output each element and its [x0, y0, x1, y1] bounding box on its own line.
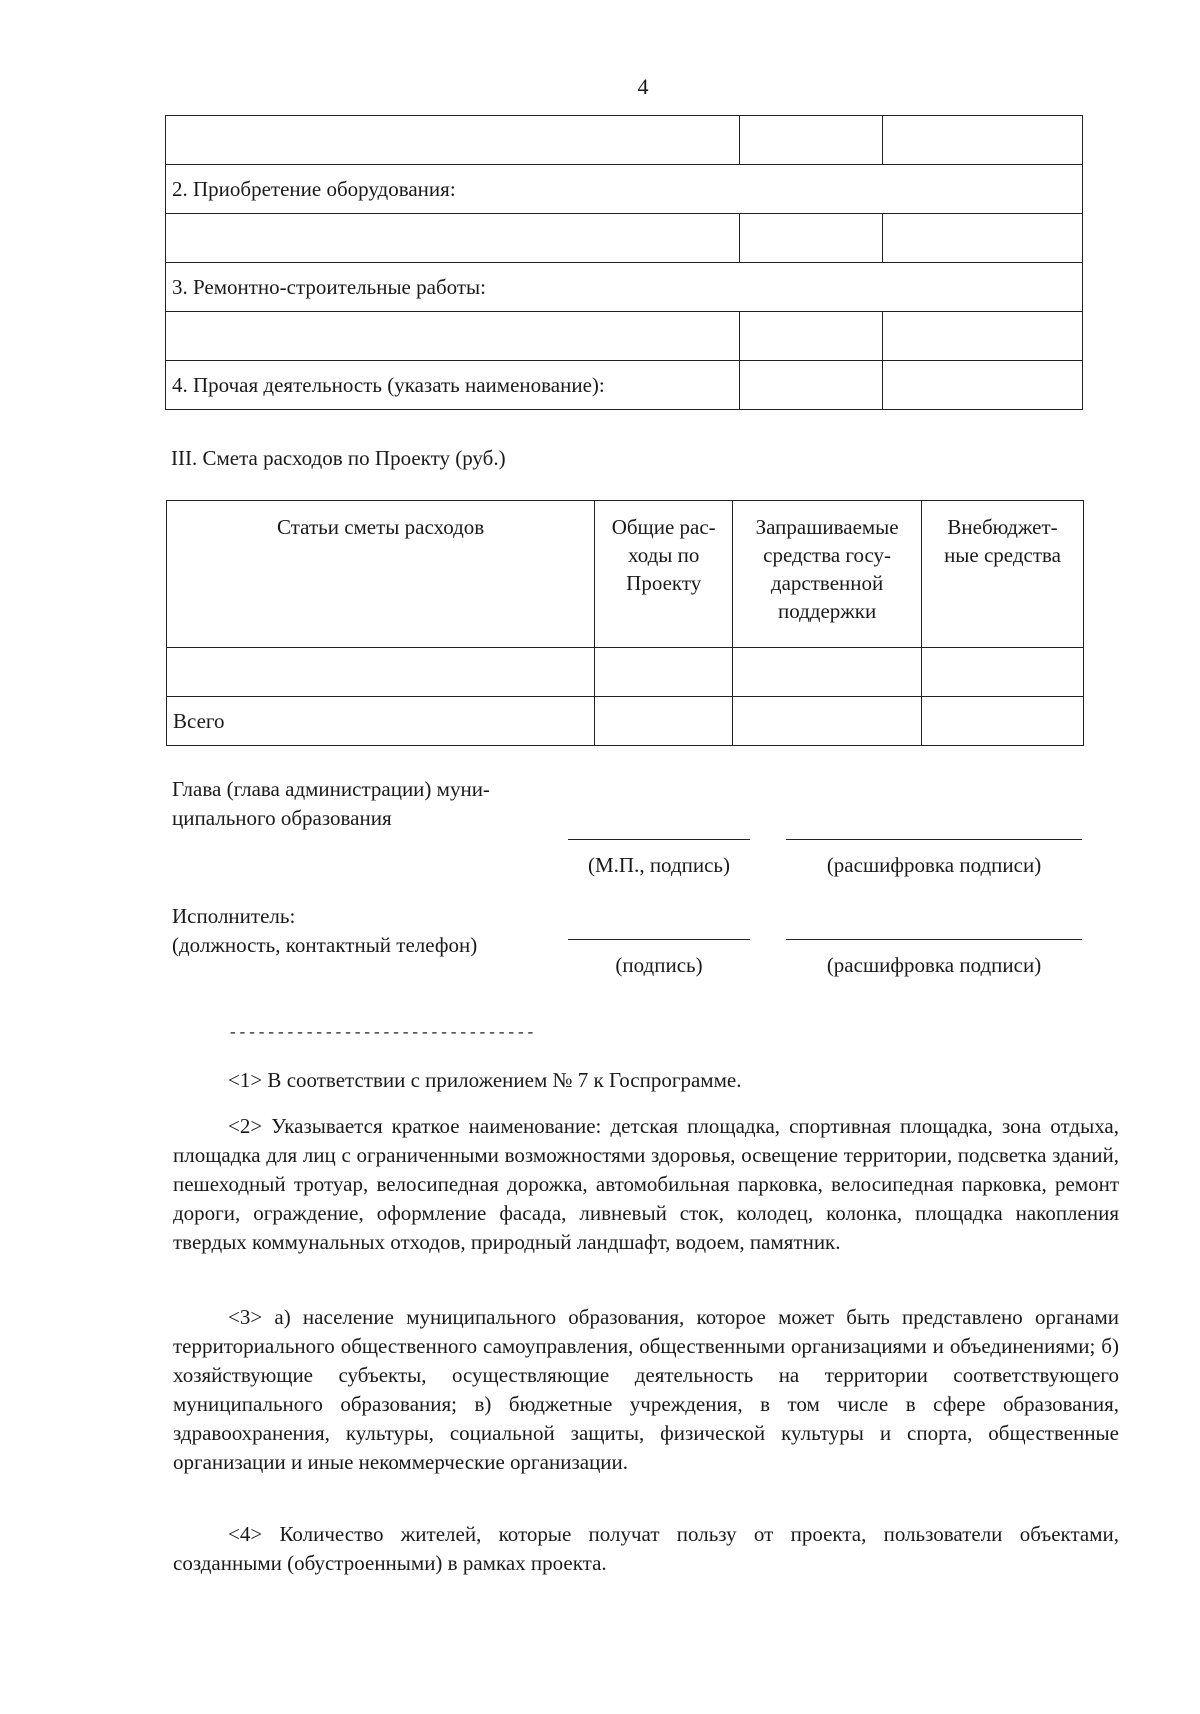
table-cell	[595, 648, 733, 697]
header-requested-funds-text: Запрашиваемые средства госу- дарственной поддержки	[755, 515, 899, 623]
table-row	[166, 361, 1083, 410]
footnote-4-text: <4> Количество жителей, которые получат пользу от проекта, пользователи объектами, созданными (обустроенными) в рамках проекта.	[173, 1522, 1119, 1575]
head-label	[172, 775, 490, 833]
table-row	[167, 648, 1084, 697]
executor-label-line2: (должность, контактный телефон)	[172, 933, 478, 957]
head-label-line1: Глава (глава администрации) муни-	[172, 777, 490, 801]
footnote-3	[173, 1303, 1119, 1477]
table-row	[166, 116, 1083, 165]
table-cell	[166, 312, 740, 361]
footnote-1	[173, 1066, 1119, 1095]
budget-section-title: III. Смета расходов по Проекту (руб.)	[171, 446, 506, 470]
total-row	[167, 697, 1084, 746]
executor-sign-caption: (подпись)	[615, 953, 703, 977]
table-cell	[740, 214, 883, 263]
table-cell	[922, 648, 1084, 697]
footnote-2-text: <2> Указывается краткое наименование: детская площадка, спортивная площадка, зона отдыха, площадка для лиц с ограниченными возможностями здоровья, освещение территории, подсветка зданий, пешеходный тротуар, велосипедная дорожка, автомобильная парковка, велосипедная парковка, ремонт дороги, ограждение, оформление фасада, ливневый сток, колодец, колонка, площадка накопления твердых коммунальных отходов, природный ландшафт, водоем, памятник.	[173, 1114, 1119, 1254]
budget-table	[166, 500, 1084, 746]
activities-table	[165, 115, 1083, 410]
footnote-3-text: <3> а) население муниципального образования, которое может быть представлено органами территориального общественного самоуправления, общественными организациями и объединениями; б) хозяйствующие субъекты, осуществляющие деятельность на территории соответствующего муниципального образования; в) бюджетные учреждения, в том числе в сфере образования, здравоохранения, культуры, социальной защиты, физической культуры и спорта, общественные организации и иные некоммерческие организации.	[173, 1305, 1119, 1474]
footnote-2	[173, 1112, 1119, 1257]
head-decode-line	[786, 839, 1082, 840]
table-cell	[595, 697, 733, 746]
table-cell	[166, 116, 740, 165]
executor-decode-caption: (расшифровка подписи)	[826, 953, 1042, 977]
executor-label	[172, 902, 477, 960]
page-number: 4	[637, 74, 649, 99]
header-total-costs	[595, 501, 733, 648]
total-label: Всего	[167, 697, 595, 746]
table-cell	[883, 116, 1083, 165]
table-cell	[883, 312, 1083, 361]
table-cell	[733, 648, 922, 697]
footnote-1-text: <1> В соответствии с приложением № 7 к Госпрограмме.	[228, 1068, 742, 1092]
table-cell	[883, 214, 1083, 263]
table-cell	[922, 697, 1084, 746]
executor-signature-line	[568, 939, 750, 940]
executor-decode-line	[786, 939, 1082, 940]
section-row	[166, 263, 1083, 312]
table-cell	[167, 648, 595, 697]
table-cell	[166, 214, 740, 263]
table-cell	[740, 312, 883, 361]
header-expense-items-text: Статьи сметы расходов	[277, 515, 485, 539]
table-header-row	[167, 501, 1084, 648]
head-decode-caption: (расшифровка подписи)	[826, 853, 1042, 877]
table-cell	[740, 116, 883, 165]
footnote-4	[173, 1520, 1119, 1578]
section-other: 4. Прочая деятельность (указать наименование):	[166, 361, 740, 410]
section-equipment: 2. Приобретение оборудования:	[166, 165, 1083, 214]
head-signature-line	[568, 839, 750, 840]
header-extrabudgetary-text: Внебюджет- ные средства	[944, 515, 1061, 567]
footnote-divider: --------------------------------	[228, 1024, 536, 1042]
section-construction: 3. Ремонтно-строительные работы:	[166, 263, 1083, 312]
executor-label-line1: Исполнитель:	[172, 904, 296, 928]
table-cell	[883, 361, 1083, 410]
head-label-line2: ципального образования	[172, 806, 392, 830]
header-extrabudgetary	[922, 501, 1084, 648]
table-cell	[740, 361, 883, 410]
table-row	[166, 312, 1083, 361]
table-row	[166, 214, 1083, 263]
table-cell	[733, 697, 922, 746]
head-sign-caption: (М.П., подпись)	[587, 853, 731, 877]
header-total-costs-text: Общие рас- ходы по Проекту	[611, 515, 716, 595]
section-row	[166, 165, 1083, 214]
header-requested-funds	[733, 501, 922, 648]
header-expense-items	[167, 501, 595, 648]
